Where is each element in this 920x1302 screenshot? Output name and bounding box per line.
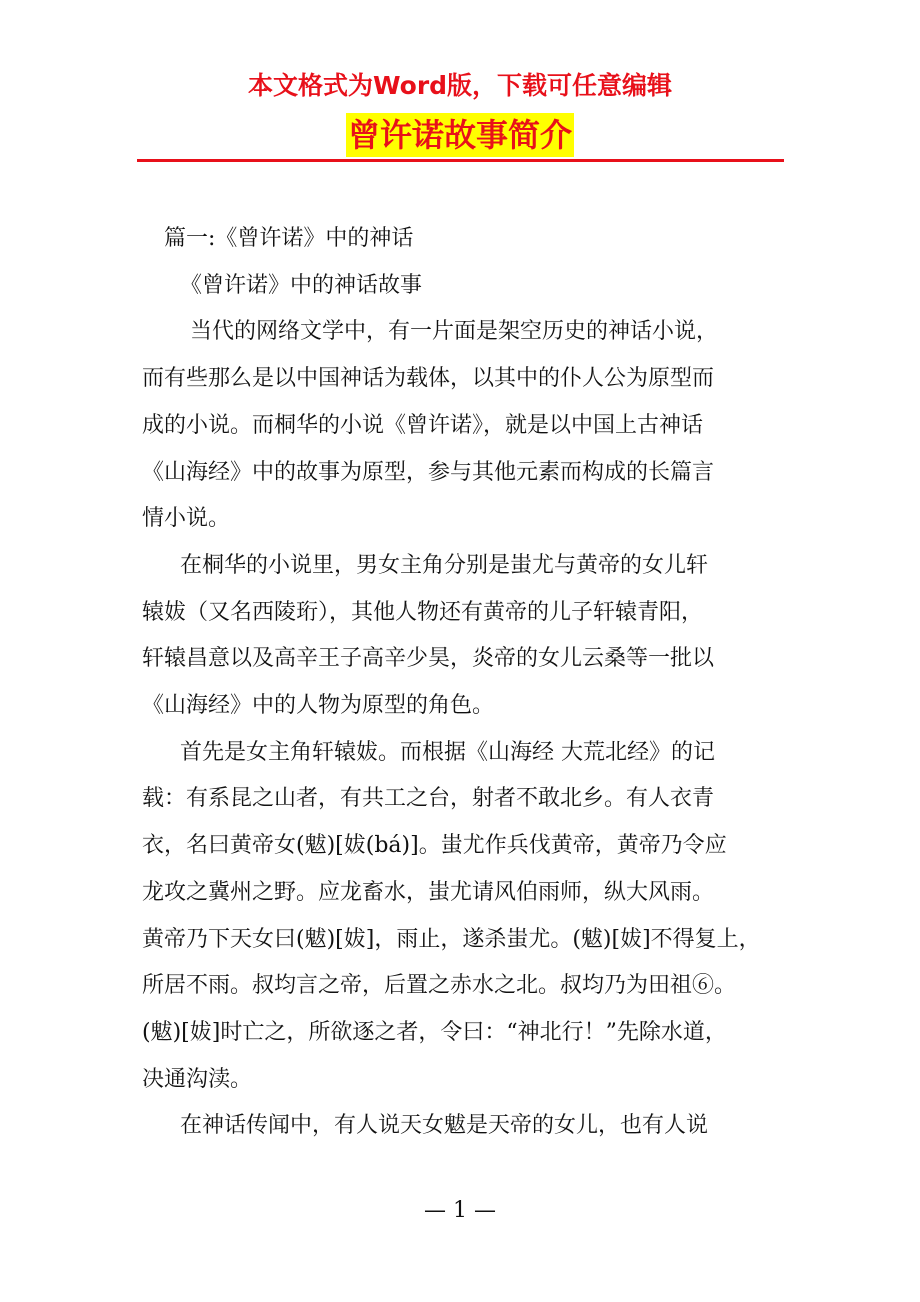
- text-line: 当代的网络文学中，有一片面是架空历史的神话小说，: [190, 319, 719, 345]
- text-line: 《山海经》中的人物为原型的角色。: [142, 693, 495, 719]
- text-line: 所居不雨。叔均言之帝，后置之赤水之北。叔均乃为田祖⑥。: [142, 973, 737, 999]
- text-line: 情小说。: [142, 506, 231, 532]
- text-line: 成的小说。而桐华的小说《曾许诺》，就是以中国上古神话: [142, 412, 704, 438]
- text-line: 首先是女主角轩辕妭。而根据《山海经 大荒北经》的记: [180, 739, 715, 765]
- text-line: 黄帝乃下天女曰(魃)[妭]，雨止，遂杀蚩尤。(魃)[妭]不得复上，: [142, 926, 761, 952]
- text-line: 决通沟渎。: [142, 1066, 253, 1092]
- text-line: 在神话传闻中，有人说天女魃是天帝的女儿，也有人说: [180, 1113, 709, 1139]
- text-line: 载：有系昆之山者，有共工之台，射者不敢北乡。有人衣青: [142, 786, 715, 812]
- text-line: 辕妭（又名西陵珩），其他人物还有黄帝的儿子轩辕青阳，: [142, 599, 704, 625]
- text-line: 《曾许诺》中的神话故事: [180, 272, 423, 298]
- text-line: 篇一:《曾许诺》中的神话: [164, 226, 414, 251]
- title-divider: [137, 159, 784, 162]
- text-line: (魃)[妭]时亡之，所欲逐之者，令曰：“神北行！”先除水道，: [142, 1019, 727, 1045]
- text-line: 轩辕昌意以及高辛王子高辛少昊，炎帝的女儿云桑等一批以: [142, 646, 715, 672]
- text-line: 龙攻之冀州之野。应龙畜水，蚩尤请风伯雨师，纵大风雨。: [142, 879, 715, 905]
- text-line: 而有些那么是以中国神话为载体，以其中的仆人公为原型而: [142, 366, 715, 392]
- page-number: — 1 —: [424, 1198, 496, 1223]
- text-line: 衣，名曰黄帝女(魃)[妭(bá)]。蚩尤作兵伐黄帝，黄帝乃令应: [142, 833, 727, 859]
- document-body: [142, 216, 802, 1150]
- format-notice: 本文格式为Word版，下载可任意编辑: [247, 71, 673, 100]
- text-line: 在桐华的小说里，男女主角分别是蚩尤与黄帝的女儿轩: [180, 552, 709, 578]
- document-title: 曾许诺故事简介: [346, 113, 574, 157]
- title-container: [0, 113, 920, 157]
- text-line: 《山海经》中的故事为原型，参与其他元素而构成的长篇言: [142, 459, 715, 485]
